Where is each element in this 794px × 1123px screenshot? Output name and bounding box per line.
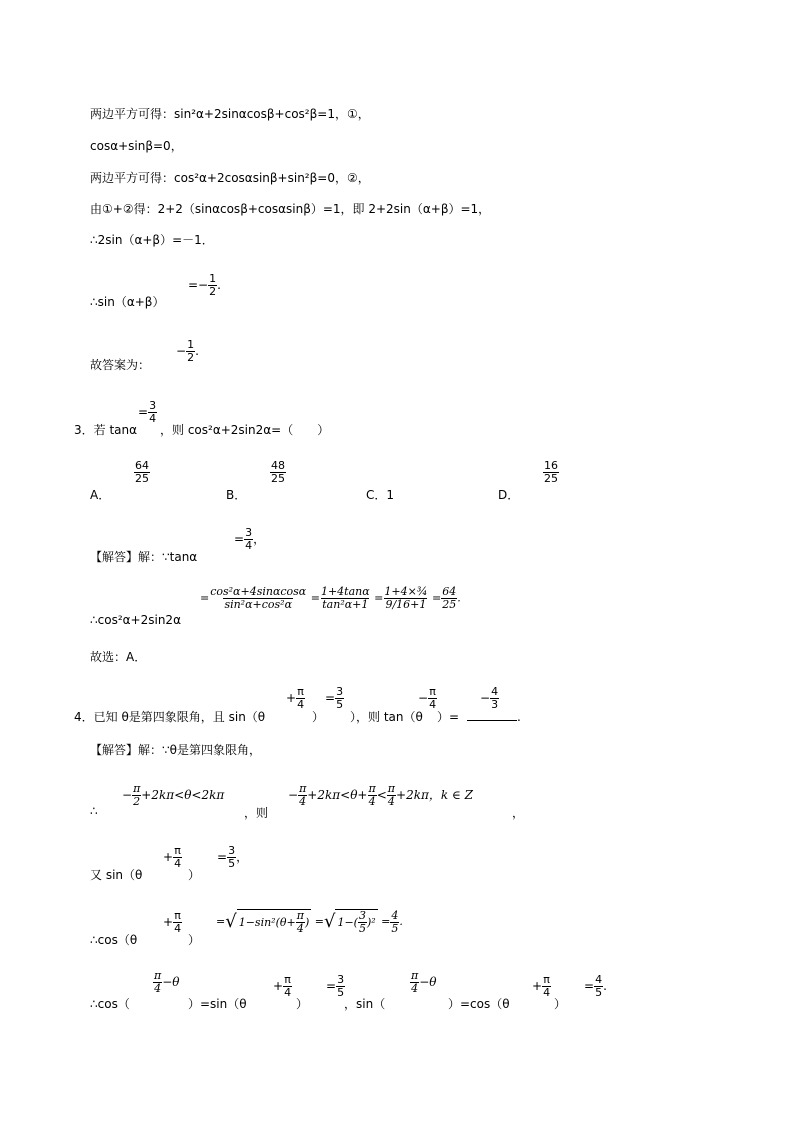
question-4: 4．已知 θ是第四象限角，且 sin（θ <box>74 710 266 724</box>
comma-1: ， <box>512 806 525 820</box>
cos-paren: ） <box>188 933 201 947</box>
final-plus-pi4-2: + $\frac{\pi}{4}$ <box>532 973 551 999</box>
q4-sin-value: = $\frac{3}{5}$ <box>325 685 344 711</box>
q4-eq: ）= <box>437 710 460 724</box>
cos-derivation: = √ 1−sin²(θ+ $\frac{\pi}{4}$ ) = √ 1−( $\frac{3}{5}$ )² = $\frac{4}{5}$ . <box>216 908 403 935</box>
q3-expression: ，则 cos²α+2sin2α=（ ） <box>160 423 330 437</box>
option-d: D． <box>498 488 520 502</box>
option-c: C．1 <box>366 488 395 502</box>
option-d-value: $\frac{16}{25}$ <box>544 459 558 485</box>
q3-tan-value: = $\frac{3}{4}$ <box>138 399 157 425</box>
question-3: 3．若 tanα <box>74 423 138 437</box>
final-sin: ）=sin（θ <box>188 997 247 1011</box>
option-b-value: $\frac{48}{25}$ <box>271 459 285 485</box>
sol3-tan-value: = $\frac{3}{4}$ ， <box>234 526 266 552</box>
final-sin-label: ，sin（ <box>344 997 386 1011</box>
then-label: ，则 <box>244 806 269 820</box>
final-line: ∴cos（ <box>90 997 130 1011</box>
solution-4: 【解答】解：∵θ是第四象限角， <box>90 743 261 757</box>
q4-paren: ） <box>312 710 325 724</box>
result-neg-half: =− $\frac{1}{2}$ . <box>188 272 221 298</box>
therefore-1: ∴ <box>90 804 98 818</box>
text-line-2: cosα+sinβ=0， <box>90 139 183 153</box>
final-paren-2: ） <box>554 997 567 1011</box>
solution-3: 【解答】解：∵tanα <box>90 550 198 564</box>
option-a: A． <box>90 488 111 502</box>
also-value: = $\frac{3}{5}$ ， <box>217 844 249 870</box>
final-value-35: = $\frac{3}{5}$ <box>326 973 345 999</box>
q4-blank: . <box>467 708 521 724</box>
text-line-6: ∴sin（α+β） <box>90 295 165 309</box>
q4-plus-pi4: + $\frac{\pi}{4}$ <box>286 685 305 711</box>
theta-range: − $\frac{\pi}{2}$ +2kπ<θ<2kπ <box>122 782 225 808</box>
final-value-45: = $\frac{4}{5}$ . <box>584 973 607 999</box>
final-plus-pi4: + $\frac{\pi}{4}$ <box>273 973 292 999</box>
final-pi4-minus-theta-2: $\frac{\pi}{4}$ −θ <box>411 969 437 995</box>
option-a-value: $\frac{64}{25}$ <box>135 459 149 485</box>
theta-plus-range: − $\frac{\pi}{4}$ +2kπ<θ+ $\frac{\pi}{4}$ < $\frac{\pi}{4}$ +2kπ，k ∈ Z <box>288 782 473 808</box>
final-paren: ） <box>296 997 309 1011</box>
q4-answer: − $\frac{4}{3}$ <box>480 685 499 711</box>
final-cos: ）=cos（θ <box>448 997 510 1011</box>
answer-neg-half: − $\frac{1}{2}$ . <box>176 338 199 364</box>
text-line-5: ∴2sin（α+β）=－1． <box>90 233 214 247</box>
also-paren: ） <box>188 868 201 882</box>
also-sin: 又 sin（θ <box>90 868 143 882</box>
sol3-expression: ∴cos²α+2sin2α <box>90 613 181 627</box>
text-line-1: 两边平方可得：sin²α+2sinαcosβ+cos²β=1，①， <box>90 107 370 121</box>
cos-plus-pi4: + $\frac{\pi}{4}$ <box>163 909 182 935</box>
also-plus-pi4: + $\frac{\pi}{4}$ <box>163 844 182 870</box>
sol3-derivation: = $\frac{\text{cos²α+4sinαcosα}}{\text{sin²α+cos²α}}$ = $\frac{1+4\tan\alpha}{\text{tan²α+1}}$ = $\frac{\text{1+4×¾}}{9/16+1}$ = $\frac{64}{25}$ . <box>200 585 461 611</box>
answer-label: 故答案为： <box>90 358 151 372</box>
text-line-3: 两边平方可得：cos²α+2cosαsinβ+sin²β=0，②， <box>90 171 370 185</box>
option-b: B． <box>226 488 247 502</box>
final-pi4-minus-theta: $\frac{\pi}{4}$ −θ <box>154 969 180 995</box>
text-line-4: 由①+②得：2+2（sinαcosβ+cosαsinβ）=1，即 2+2sin（α+β）=1， <box>90 202 491 216</box>
cos-line: ∴cos（θ <box>90 933 138 947</box>
q4-tan: ），则 tan（θ <box>350 710 423 724</box>
q4-minus-pi4: − $\frac{\pi}{4}$ <box>418 685 437 711</box>
selection-3: 故选：A． <box>90 650 147 664</box>
